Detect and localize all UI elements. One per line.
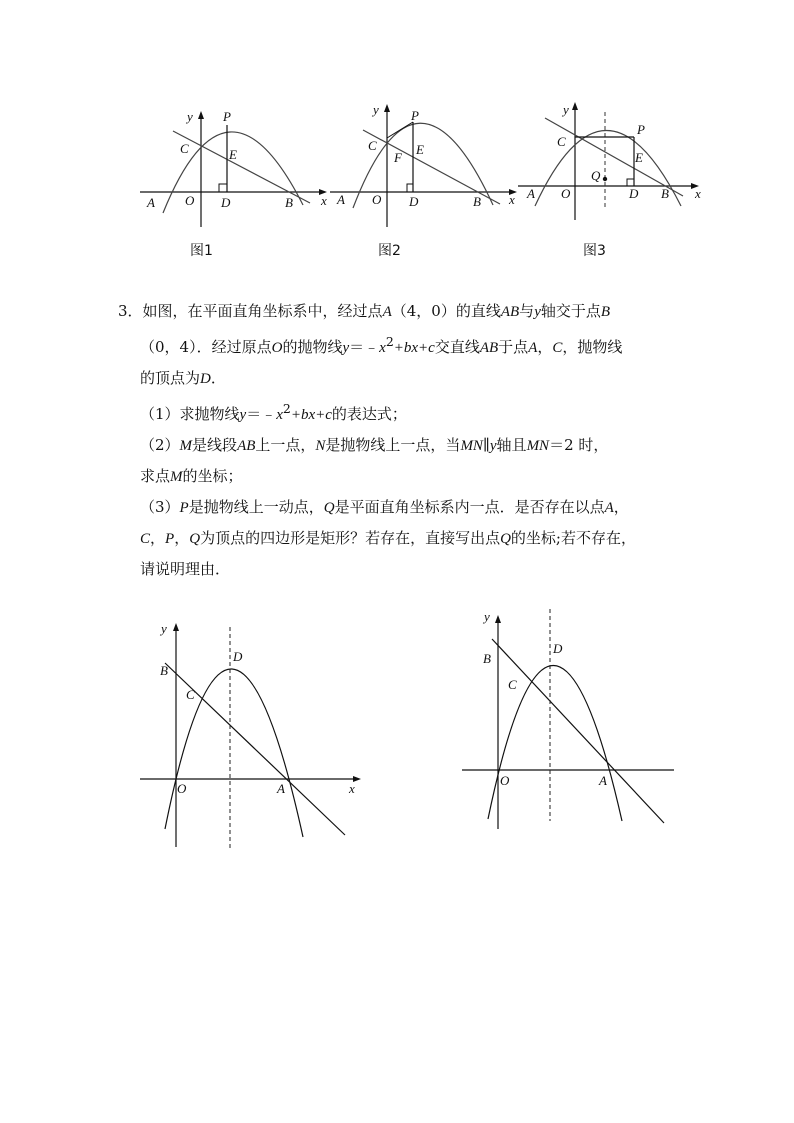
fig3-C-label: C <box>557 134 566 149</box>
question-1: （1）求抛物线$y=﹣x^2+bx+c$的表达式； <box>140 401 407 423</box>
question-2-line-2: 求点M的坐标； <box>140 467 243 485</box>
question-3-line-3: 请说明理由． <box>140 560 231 578</box>
fig2-y-label: y <box>373 102 379 117</box>
fig3-A-label: A <box>527 186 535 201</box>
fig2-E-label: E <box>416 142 424 157</box>
fig4-A-label: A <box>277 781 285 796</box>
fig3-B-label: B <box>661 186 669 201</box>
fig1-B-label: B <box>285 195 293 210</box>
fig1-y-label: y <box>187 109 193 124</box>
fig5-B-label: B <box>483 651 491 666</box>
figure-2-caption: 图2 <box>378 243 401 259</box>
fig5-D-label: D <box>553 641 563 656</box>
problem-3 <box>118 296 688 584</box>
problem-stem-line-2: （0，4）．经过原点O的抛物线$y=﹣x^2+bx+c$交直线AB于点A，C，抛物线 <box>140 334 623 356</box>
fig4-B-label: B <box>160 663 168 678</box>
problem-stem-line-3: 的顶点为D． <box>140 369 226 387</box>
fig5-C-label: C <box>508 677 517 692</box>
fig2-D-label: D <box>409 194 419 209</box>
fig1-O-label: O <box>185 193 195 208</box>
fig3-E-label: E <box>635 150 643 165</box>
figure-5 <box>462 605 682 835</box>
question-3-line-2: C，P，Q为顶点的四边形是矩形？若存在，直接写出点Q的坐标;若不存在， <box>140 529 636 547</box>
figure-1 <box>135 105 335 235</box>
figure-3 <box>513 100 713 220</box>
fig3-y-label: y <box>563 102 569 117</box>
fig5-O-label: O <box>500 773 510 788</box>
fig1-D-label: D <box>221 195 231 210</box>
fig4-C-label: C <box>186 687 195 702</box>
fig3-D-label: D <box>629 186 639 201</box>
fig2-C-label: C <box>368 138 377 153</box>
fig2-P-label: P <box>411 108 419 123</box>
figure-2 <box>325 100 525 235</box>
question-2-line-1: （2）M是线段AB上一点，N是抛物线上一点，当MN∥y轴且MN＝2 时， <box>140 436 609 454</box>
question-3-line-1: （3）P是抛物线上一动点，Q是平面直角坐标系内一点．是否存在以点A， <box>140 498 629 516</box>
fig2-B-label: B <box>473 194 481 209</box>
fig1-x-label: x <box>321 193 327 208</box>
fig1-A-label: A <box>147 195 155 210</box>
fig5-A-label: A <box>599 773 607 788</box>
fig1-C-label: C <box>180 141 189 156</box>
fig4-O-label: O <box>177 781 187 796</box>
figure-1-caption: 图1 <box>190 243 213 259</box>
fig2-x-label: x <box>509 192 515 207</box>
fig2-F-label: F <box>394 150 402 165</box>
fig4-x-label: x <box>349 781 355 796</box>
fig1-P-label: P <box>223 109 231 124</box>
problem-stem-line-1: 3．如图，在平面直角坐标系中，经过点A（4，0）的直线AB与y轴交于点B <box>118 302 611 320</box>
fig2-A-label: A <box>337 192 345 207</box>
fig1-E-label: E <box>229 147 237 162</box>
fig3-O-label: O <box>561 186 571 201</box>
fig4-D-label: D <box>233 649 243 664</box>
fig3-P-label: P <box>637 122 645 137</box>
figure-4 <box>135 615 375 855</box>
fig3-Q-label: Q <box>591 168 601 183</box>
fig3-x-label: x <box>695 186 701 201</box>
fig5-y-label: y <box>484 609 490 624</box>
figure-3-caption: 图3 <box>583 243 606 259</box>
fig2-O-label: O <box>372 192 382 207</box>
fig4-y-label: y <box>161 621 167 636</box>
